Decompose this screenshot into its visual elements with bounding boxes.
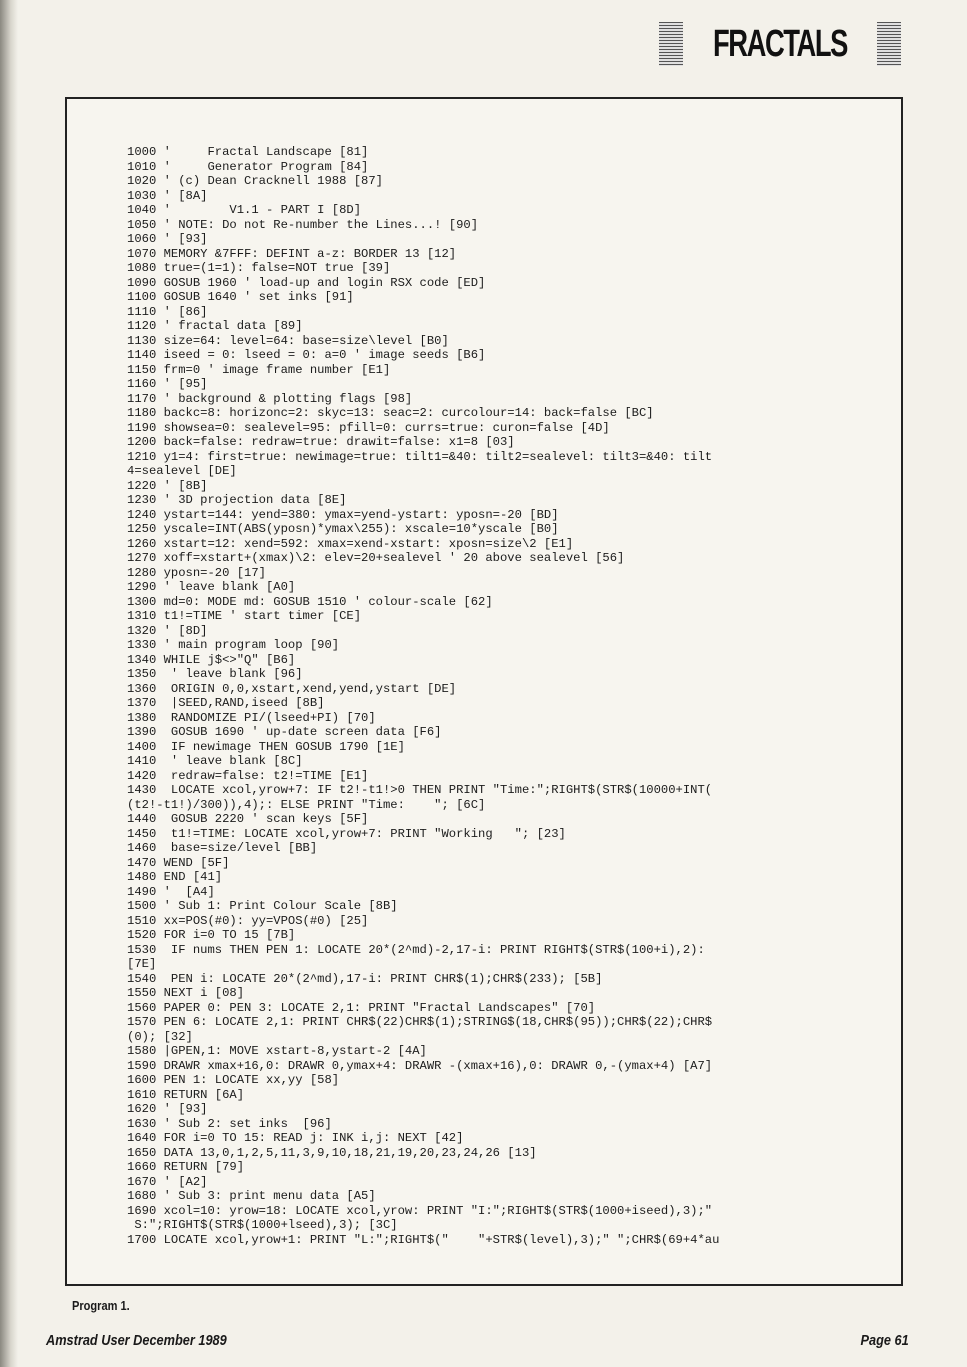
code-line: 1620 ' [93] [127,1102,208,1116]
code-line: 1180 backc=8: horizonc=2: skyc=13: seac=2: curcolour=14: back=false [BC] [127,406,654,420]
code-line: 1540 PEN i: LOCATE 20*(2^md),17-i: PRINT CHR$(1);CHR$(233); [5B] [127,971,603,986]
code-line: 1220 ' [8B] [127,478,208,493]
code-line: 1270 xoff=xstart+(xmax)\2: elev=20+sealevel ' 20 above sealevel [56] [127,551,625,565]
code-line: 1100 GOSUB 1640 ' set inks [91] [127,290,354,304]
code-line: 1360 ORIGIN 0,0,xstart,xend,yend,ystart [DE] [127,681,457,696]
code-line: 1000 ' Fractal Landscape [81] [127,145,369,159]
program-listing-box [65,97,903,1286]
code-line: 1050 ' NOTE: Do not Re-number the Lines...! [90] [127,217,479,232]
code-line: 1130 size=64: level=64: base=size\level [B0] [127,333,449,348]
code-line: 1630 ' Sub 2: set inks [96] [127,1116,332,1131]
code-line: 1140 iseed = 0: lseed = 0: a=0 ' image seeds [B6] [127,348,486,362]
header-stripe-left [659,22,683,66]
code-line: 1200 back=false: redraw=true: drawit=false: x1=8 [03] [127,435,515,449]
code-line: 1240 ystart=144: yend=380: ymax=yend-ystart: yposn=-20 [BD] [127,507,559,522]
code-line: 1480 END [41] [127,870,223,884]
code-line: 4=sealevel [DE] [127,464,237,478]
code-line: 1080 true=(1=1): false=NOT true [39] [127,261,391,275]
code-line: 1370 |SEED,RAND,iseed [8B] [127,696,325,710]
code-line: [7E] [127,957,157,971]
code-line: 1700 LOCATE xcol,yrow+1: PRINT "L:";RIGHT$(" "+STR$(level),3);" ";CHR$(69+4*au [127,1232,720,1247]
code-line: 1410 ' leave blank [8C] [127,754,303,768]
code-line: 1490 ' [A4] [127,884,215,899]
code-line: 1030 ' [8A] [127,188,208,203]
listing-caption: Program 1. [72,1298,130,1313]
code-line: 1680 ' Sub 3: print menu data [A5] [127,1189,376,1203]
code-line: 1580 |GPEN,1: MOVE xstart-8,ystart-2 [4A] [127,1044,427,1058]
code-line: 1600 PEN 1: LOCATE xx,yy [58] [127,1073,340,1087]
code-line: 1660 RETURN [79] [127,1160,245,1174]
code-line: 1430 LOCATE xcol,yrow+7: IF t2!-t1!>0 THEN PRINT "Time:";RIGHT$(STR$(10000+INT( [127,783,713,797]
code-line: 1160 ' [95] [127,377,208,391]
code-line: 1260 xstart=12: xend=592: xmax=xend-xstart: xposn=size\2 [E1] [127,536,574,551]
code-line: 1300 md=0: MODE md: GOSUB 1510 ' colour-scale [62] [127,594,493,609]
code-line: 1560 PAPER 0: PEN 3: LOCATE 2,1: PRINT "Fractal Landscapes" [70] [127,1000,596,1015]
code-line: 1690 xcol=10: yrow=18: LOCATE xcol,yrow: PRINT "I:";RIGHT$(STR$(1000+iseed),3);" [127,1203,713,1218]
magazine-footer: Amstrad User December 1989 [46,1332,227,1349]
code-line: 1420 redraw=false: t2!=TIME [E1] [127,768,369,783]
code-line: 1110 ' [86] [127,304,208,319]
code-line: 1040 ' V1.1 - PART I [8D] [127,203,362,217]
code-line: 1400 IF newimage THEN GOSUB 1790 [1E] [127,739,405,754]
code-line: 1060 ' [93] [127,232,208,246]
code-line: 1020 ' (c) Dean Cracknell 1988 [87] [127,174,383,188]
code-line: 1120 ' fractal data [89] [127,319,303,333]
code-line: 1210 y1=4: first=true: newimage=true: tilt1=&40: tilt2=sealevel: tilt3=&40: tilt [127,449,713,464]
code-line: 1640 FOR i=0 TO 15: READ j: INK i,j: NEXT [42] [127,1131,464,1145]
code-line: 1380 RANDOMIZE PI/(lseed+PI) [70] [127,710,376,725]
code-line: 1440 GOSUB 2220 ' scan keys [5F] [127,812,369,826]
code-line: 1280 yposn=-20 [17] [127,565,266,580]
code-line: 1230 ' 3D projection data [8E] [127,493,347,507]
code-line: 1470 WEND [5F] [127,855,230,870]
code-line: (0); [32] [127,1029,193,1044]
code-line: 1500 ' Sub 1: Print Colour Scale [8B] [127,899,398,913]
code-line: 1290 ' leave blank [A0] [127,580,296,594]
code-line: 1610 RETURN [6A] [127,1087,245,1102]
code-line: 1010 ' Generator Program [84] [127,159,369,174]
header-stripe-right [877,22,901,66]
code-line: 1070 MEMORY &7FFF: DEFINT a-z: BORDER 13 [12] [127,246,457,261]
code-line: 1310 t1!=TIME ' start timer [CE] [127,609,362,623]
code-line: 1390 GOSUB 1690 ' up-date screen data [F6] [127,725,442,739]
code-line: 1670 ' [A2] [127,1174,208,1189]
code-line: 1520 FOR i=0 TO 15 [7B] [127,928,296,942]
program-listing [127,145,891,1247]
page-number: Page 61 [860,1332,909,1349]
code-line: 1150 frm=0 ' image frame number [E1] [127,362,391,377]
code-line: 1650 DATA 13,0,1,2,5,11,3,9,10,18,21,19,20,23,24,26 [13] [127,1145,537,1160]
code-line: S:";RIGHT$(STR$(1000+lseed),3); [3C] [127,1218,398,1232]
section-header [659,22,901,66]
code-line: 1340 WHILE j$<>"Q" [B6] [127,652,296,667]
code-line: 1350 ' leave blank [96] [127,667,303,681]
code-line: 1570 PEN 6: LOCATE 2,1: PRINT CHR$(22)CHR$(1);STRING$(18,CHR$(95));CHR$(22);CHR$ [127,1015,713,1029]
code-line: 1450 t1!=TIME: LOCATE xcol,yrow+7: PRINT "Working "; [23] [127,826,566,841]
code-line: 1090 GOSUB 1960 ' load-up and login RSX code [ED] [127,275,486,290]
code-line: 1190 showsea=0: sealevel=95: pfill=0: currs=true: curon=false [4D] [127,420,610,435]
code-line: 1460 base=size/level [BB] [127,841,318,855]
code-line: 1590 DRAWR xmax+16,0: DRAWR 0,ymax+4: DRAWR -(xmax+16),0: DRAWR 0,-(ymax+4) [A7] [127,1058,713,1073]
page-spine-shadow [0,0,18,1367]
code-line: 1550 NEXT i [08] [127,986,245,1000]
code-line: 1330 ' main program loop [90] [127,638,340,652]
code-line: 1530 IF nums THEN PEN 1: LOCATE 20*(2^md)-2,17-i: PRINT RIGHT$(STR$(100+i),2): [127,942,705,957]
code-line: (t2!-t1!)/300)),4);: ELSE PRINT "Time: "; [6C] [127,797,486,812]
code-line: 1250 yscale=INT(ABS(yposn)*ymax\255): xscale=10*yscale [B0] [127,522,559,536]
code-line: 1320 ' [8D] [127,623,208,638]
code-line: 1510 xx=POS(#0): yy=VPOS(#0) [25] [127,913,369,928]
code-line: 1170 ' background & plotting flags [98] [127,391,413,406]
section-title: FRACTALS [713,23,847,65]
